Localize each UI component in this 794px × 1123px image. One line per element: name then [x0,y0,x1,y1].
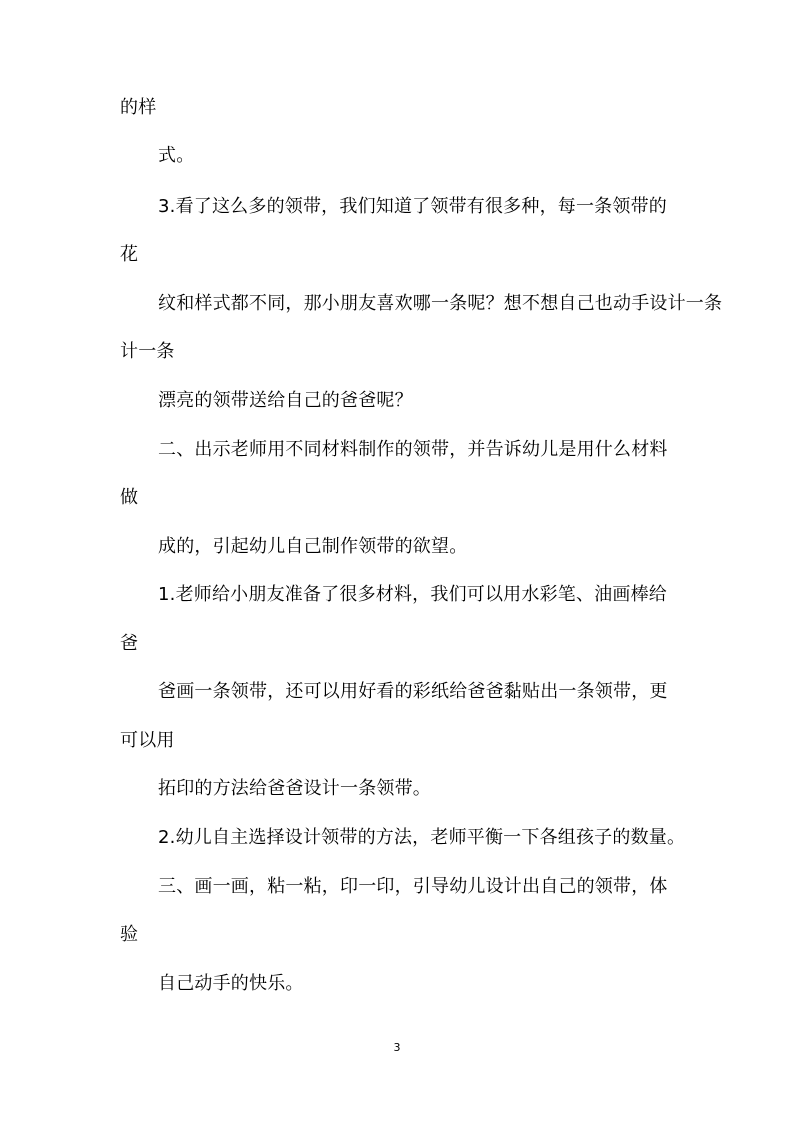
text-line: 的样 [120,97,157,118]
text-line: 爸画一条领带，还可以用好看的彩纸给爸爸黏贴出一条领带，更 [158,681,668,702]
text-line: 自己动手的快乐。 [158,973,304,994]
text-line: 式。 [158,145,195,166]
text-line: 二、出示老师用不同材料制作的领带，并告诉幼儿是用什么材料 [158,439,668,460]
text-line: 三、画一画，粘一粘，印一印，引导幼儿设计出自己的领带，体 [158,876,668,897]
text-line: 3.看了这么多的领带，我们知道了领带有很多种，每一条领带的 [158,196,667,217]
text-line: 1.老师给小朋友准备了很多材料，我们可以用水彩笔、油画棒给 [158,584,667,605]
text-line: 计一条 [120,341,175,362]
text-line: 做 [120,487,139,508]
text-line: 验 [120,924,139,945]
text-line: 2.幼儿自主选择设计领带的方法，老师平衡一下各组孩子的数量。 [158,827,686,848]
text-line: 可以用 [120,730,175,751]
text-line: 花 [120,244,139,265]
text-line: 成的，引起幼儿自己制作领带的欲望。 [158,536,468,557]
text-line: 纹和样式都不同，那小朋友喜欢哪一条呢？想不想自己也动手设计一条 [158,293,723,314]
page-number: 3 [393,1041,401,1054]
text-line: 爸 [120,633,139,654]
text-line: 漂亮的领带送给自己的爸爸呢？ [158,390,413,411]
text-line: 拓印的方法给爸爸设计一条领带。 [158,778,431,799]
